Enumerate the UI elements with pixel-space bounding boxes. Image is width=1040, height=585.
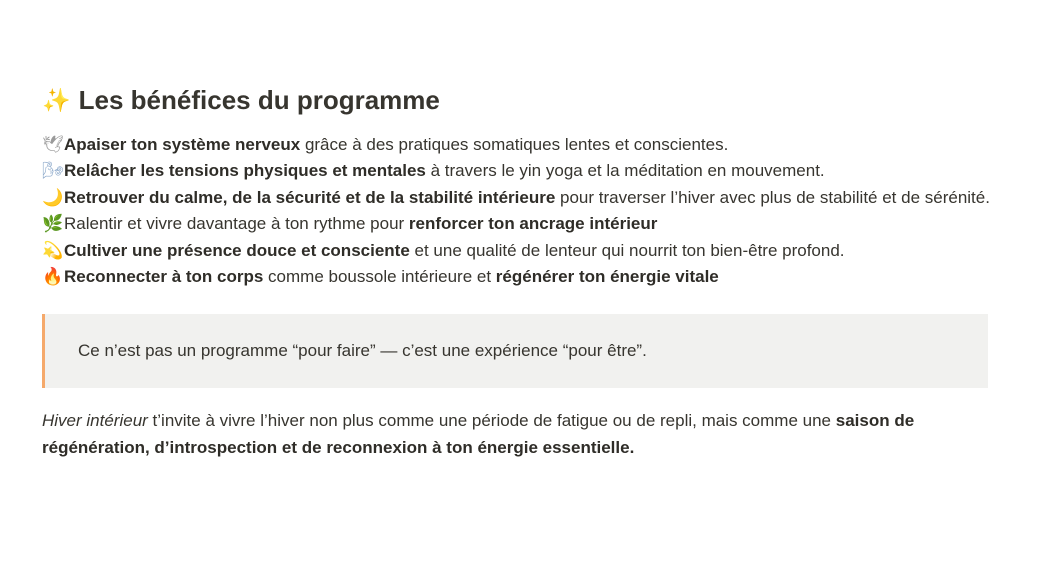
dove-icon: 🕊 <box>42 135 64 155</box>
benefit-item <box>42 264 992 290</box>
benefit-bold-text: Relâcher les tensions physiques et mentales <box>64 161 426 181</box>
dizzy-star-icon: 💫 <box>42 240 64 261</box>
fire-icon: 🔥 <box>42 267 64 288</box>
quote-callout <box>42 314 988 388</box>
benefit-text: Ralentir et vivre davantage à ton rythme pour <box>64 214 409 234</box>
closing-text: t’invite à vivre l’hiver non plus comme une période de fatigue ou de repli, mais comme une <box>147 411 836 431</box>
section-title: Les bénéfices du programme <box>78 84 440 115</box>
benefit-item <box>42 211 992 237</box>
closing-paragraph <box>42 408 992 461</box>
benefit-item <box>42 238 992 264</box>
closing-bold-text: saison de régénération, d’introspection et de reconnexion à ton énergie essentielle. <box>42 411 915 457</box>
sparkles-icon: ✨ <box>42 87 71 114</box>
benefit-bold-text: Apaiser ton système nerveux <box>64 135 301 154</box>
program-name: Hiver intérieur <box>42 411 148 431</box>
benefit-bold-text: Reconnecter à ton corps <box>64 267 264 287</box>
benefit-bold-text: Retrouver du calme, de la sécurité et de la stabilité intérieure <box>64 187 556 207</box>
herb-icon: 🌿 <box>42 214 64 235</box>
benefit-item <box>42 185 992 211</box>
benefit-bold-text: régénérer ton énergie vitale <box>495 267 719 287</box>
crescent-moon-icon: 🌙 <box>42 187 64 208</box>
wind-face-icon: 🌬 <box>42 161 64 182</box>
benefit-text: à travers le yin yoga et la méditation en mouvement. <box>425 161 825 181</box>
benefit-text: pour traverser l’hiver avec plus de stabilité et de sérénité. <box>555 187 990 207</box>
benefit-bold-text: Cultiver une présence douce et consciente <box>64 240 410 260</box>
benefit-bold-text: renforcer ton ancrage intérieur <box>408 214 658 234</box>
benefit-item <box>42 132 992 158</box>
benefits-list <box>42 132 992 290</box>
benefit-text: comme boussole intérieure et <box>263 267 496 287</box>
benefit-item <box>42 158 992 184</box>
notion-page-content <box>42 82 992 461</box>
callout-text: Ce n’est pas un programme “pour faire” — c’est une expérience “pour être”. <box>78 341 647 361</box>
benefit-text: et une qualité de lenteur qui nourrit ton bien-être profond. <box>409 240 845 260</box>
benefit-text: grâce à des pratiques somatiques lentes et conscientes. <box>300 135 729 154</box>
section-heading <box>42 82 992 118</box>
